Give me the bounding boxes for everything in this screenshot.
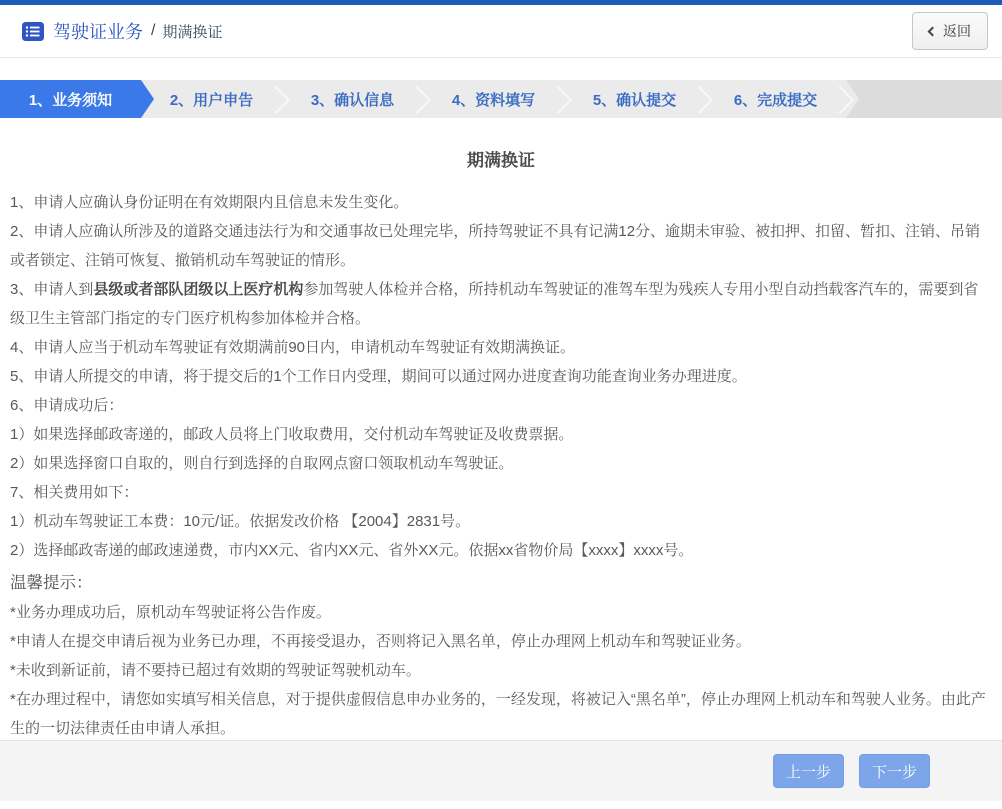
notice-paragraph: 4、申请人应当于机动车驾驶证有效期满前90日内，申请机动车驾驶证有效期满换证。: [10, 339, 576, 356]
step-item-5[interactable]: [564, 80, 705, 118]
step-label: 1、业务须知: [28, 91, 113, 109]
step-item-2[interactable]: [141, 80, 282, 118]
step-item-4[interactable]: [423, 80, 564, 118]
list-icon: [22, 22, 44, 41]
step-bar: [0, 80, 1002, 118]
step-item-1[interactable]: [0, 80, 141, 118]
notice-paragraph: 6、申请成功后：: [10, 397, 124, 414]
notice-paragraph: 1、申请人应确认身份证明在有效期限内且信息未发生变化。: [10, 194, 409, 211]
step-label: 3、确认信息: [310, 91, 395, 109]
back-button-label: 返回: [943, 23, 971, 39]
notice-paragraph: 2、申请人应确认所涉及的道路交通违法行为和交通事故已处理完毕，所持驾驶证不具有记满12分、逾期未审验、被扣押、扣留、暂扣、注销、吊销或者锁定、注销可恢复、撤销机动车驾驶证的情形。: [10, 223, 981, 269]
notice-paragraph: 1）机动车驾驶证工本费：10元/证。依据发改价格 【2004】2831号。: [10, 513, 471, 530]
chevron-left-icon: [928, 26, 938, 36]
notice-heading: 温馨提示：: [10, 574, 93, 592]
back-button[interactable]: [912, 12, 988, 50]
notice-paragraph: 2）选择邮政寄递的邮政速递费，市内XX元、省内XX元、省外XX元。依据xx省物价局【xxxx】xxxx号。: [10, 542, 694, 559]
step-label: 5、确认提交: [592, 91, 677, 109]
notice-paragraph: 3、申请人到县级或者部队团级以上医疗机构参加驾驶人体检并合格，所持机动车驾驶证的准驾车型为残疾人专用小型自动挡载客汽车的，需要到省级卫生主管部门指定的专门医疗机构参加体检并合格。: [10, 281, 979, 327]
prev-step-button[interactable]: 上一步: [773, 754, 844, 788]
step-label: 2、用户申告: [169, 91, 254, 109]
notice-paragraphs: [0, 188, 1002, 743]
notice-paragraph: *在办理过程中，请您如实填写相关信息，对于提供虚假信息申办业务的，一经发现，将被记入“黑名单”，停止办理网上机动车和驾驶人业务。由此产生的一切法律责任由申请人承担。: [10, 691, 986, 737]
notice-paragraph: 5、申请人所提交的申请，将于提交后的1个工作日内受理，期间可以通过网办进度查询功能查询业务办理进度。: [10, 368, 747, 385]
step-item-3[interactable]: [282, 80, 423, 118]
notice-paragraph: 1）如果选择邮政寄递的，邮政人员将上门收取费用，交付机动车驾驶证及收费票据。: [10, 426, 574, 443]
step-label: 6、完成提交: [733, 91, 818, 109]
breadcrumb-separator: /: [151, 22, 156, 39]
page-header: [0, 5, 1002, 58]
breadcrumb-section: 驾驶证业务: [53, 22, 143, 42]
step-bar-filler: [846, 80, 1002, 118]
notice-paragraph: 7、相关费用如下：: [10, 484, 139, 501]
notice-paragraph: *未收到新证前，请不要持已超过有效期的驾驶证驾驶机动车。: [10, 662, 421, 679]
notice-title: 期满换证: [467, 151, 535, 170]
breadcrumb-current: 期满换证: [162, 23, 223, 41]
step-label: 4、资料填写: [451, 91, 536, 109]
notice-paragraph: *业务办理成功后，原机动车驾驶证将公告作废。: [10, 604, 331, 621]
notice-paragraph: 2）如果选择窗口自取的，则自行到选择的自取网点窗口领取机动车驾驶证。: [10, 455, 514, 472]
notice-paragraph: *申请人在提交申请后视为业务已办理，不再接受退办，否则将记入黑名单，停止办理网上机动车和驾驶证业务。: [10, 633, 751, 650]
next-step-button[interactable]: 下一步: [859, 754, 930, 788]
footer-bar: [0, 740, 1002, 801]
step-item-6[interactable]: [705, 80, 846, 118]
